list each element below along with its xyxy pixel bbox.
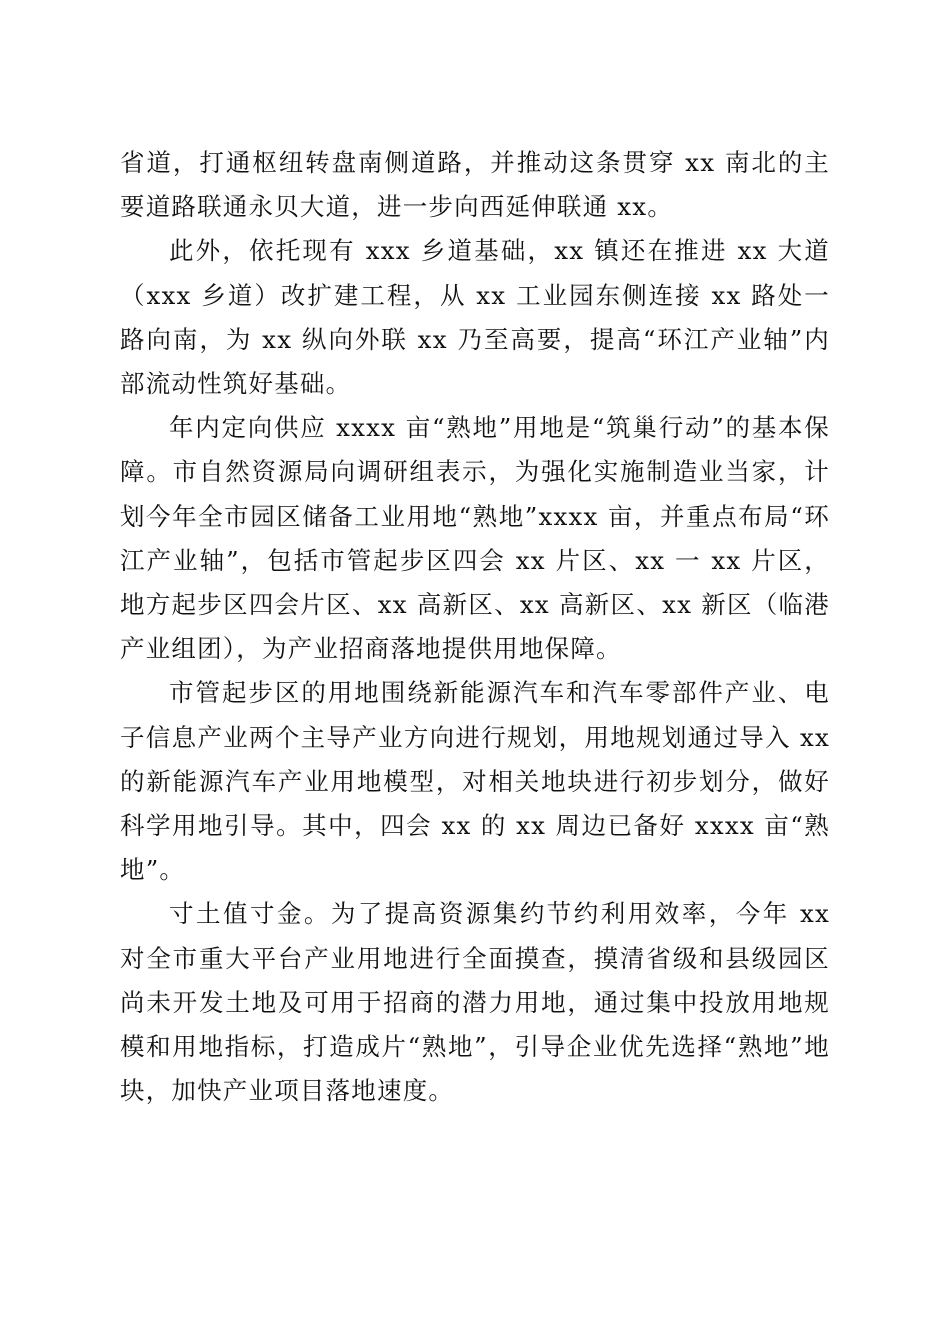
paragraph-industry-planning: 市管起步区的用地围绕新能源汽车和汽车零部件产业、电子信息产业两个主导产业方向进行规划，用地规划通过导入 xx 的新能源汽车产业用地模型，对相关地块进行初步划分，做好科学用地引导。其中，四会 xx 的 xx 周边已备好 xxxx 亩“熟地”。 [120, 678, 830, 885]
paragraph-land-efficiency: 寸土值寸金。为了提高资源集约节约利用效率，今年 xx 对全市重大平台产业用地进行全面摸查，摸清省级和县级园区尚未开发土地及可用于招商的潜力用地，通过集中投放用地规模和用地指标，打造成片“熟地”，引导企业优先选择“熟地”地块，加快产业项目落地速度。 [120, 899, 830, 1106]
paragraph-land-supply: 年内定向供应 xxxx 亩“熟地”用地是“筑巢行动”的基本保障。市自然资源局向调研组表示，为强化实施制造业当家，计划今年全市园区储备工业用地“熟地”xxxx 亩，并重点布局“环江产业轴”，包括市管起步区四会 xx 片区、xx 一 xx 片区，地方起步区四会片区、xx 高新区、xx 高新区、xx 新区（临港产业组团），为产业招商落地提供用地保障。 [120, 413, 830, 664]
paragraph-road-project: 此外，依托现有 xxx 乡道基础，xx 镇还在推进 xx 大道（xxx 乡道）改扩建工程，从 xx 工业园东侧连接 xx 路处一路向南，为 xx 纵向外联 xx 乃至高要，提高“环江产业轴”内部流动性筑好基础。 [120, 236, 830, 399]
paragraph-continuation: 省道，打通枢纽转盘南侧道路，并推动这条贯穿 xx 南北的主要道路联通永贝大道，进一步向西延伸联通 xx。 [120, 148, 830, 222]
document-body [120, 141, 830, 1113]
